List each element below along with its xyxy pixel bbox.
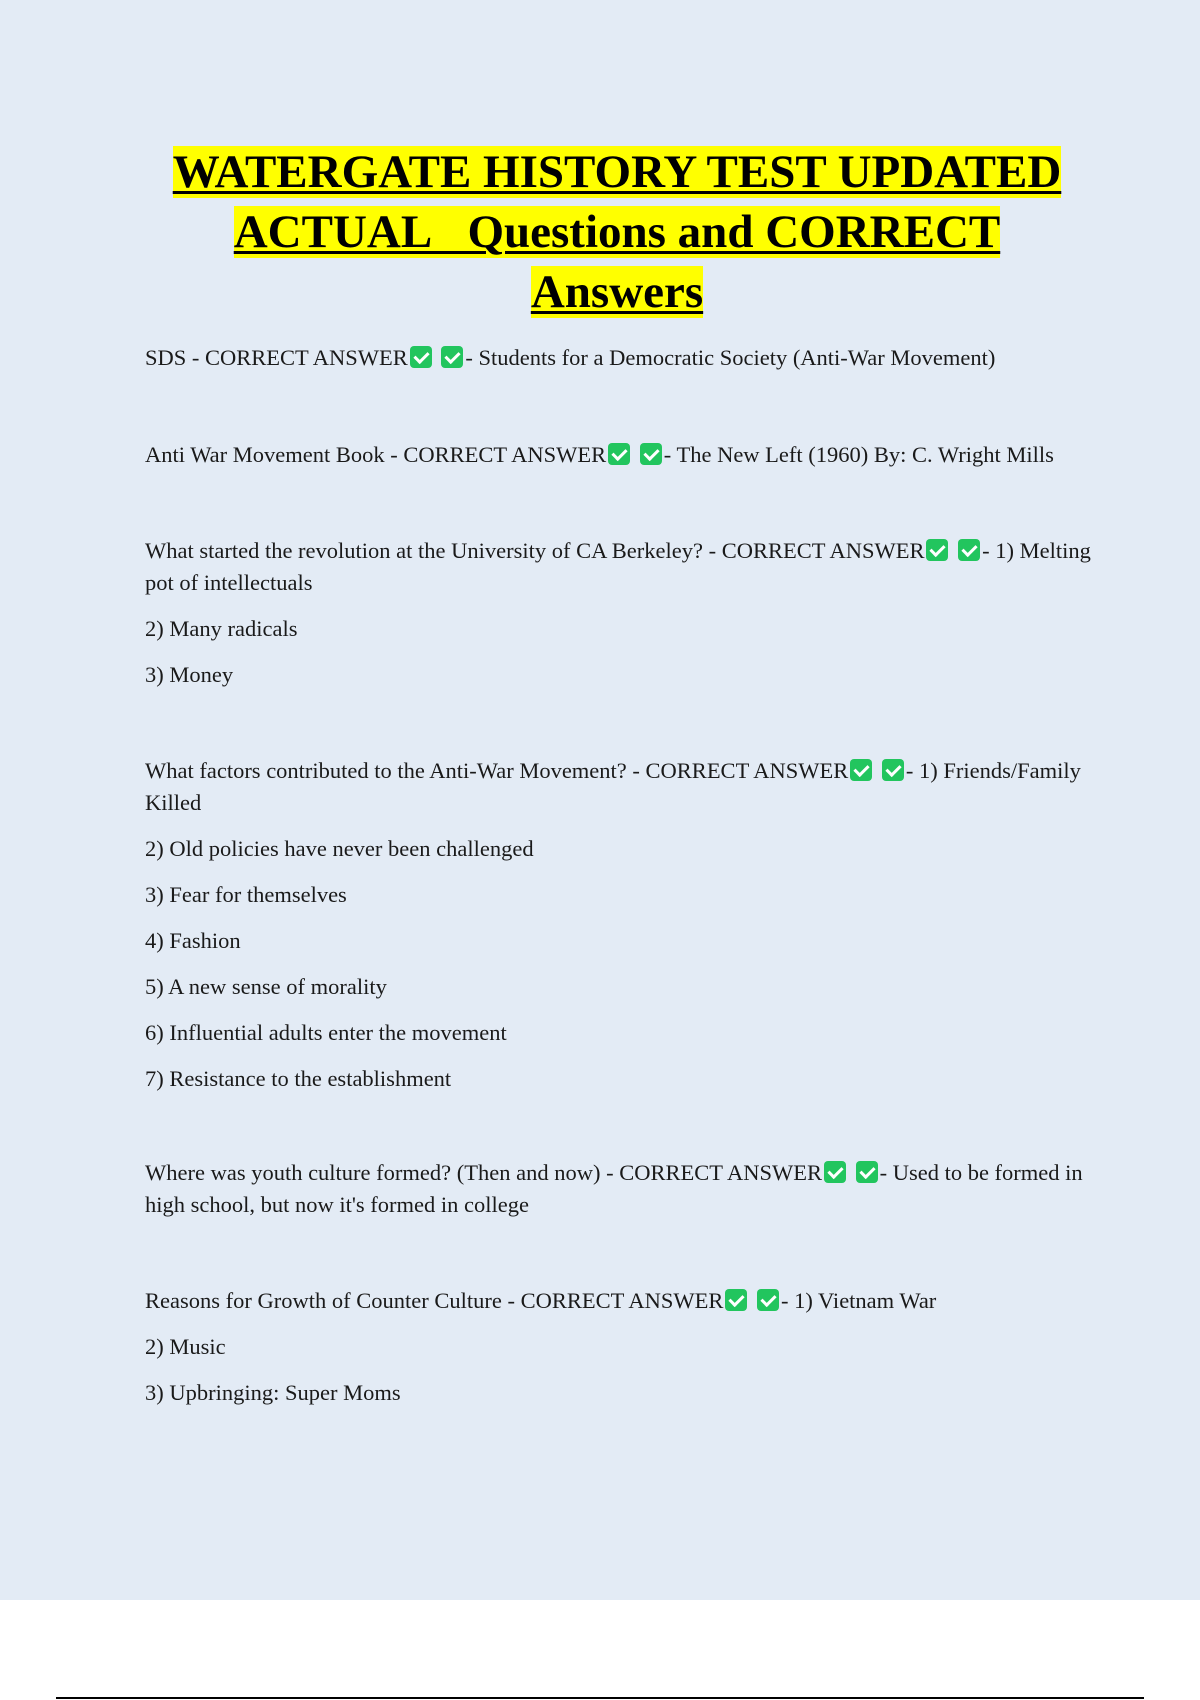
answer-continuation: 2) Many radicals [145,616,298,641]
title-line-2: ACTUAL Questions and CORRECT [233,206,1001,258]
checkmark-box-icon [882,759,904,781]
qa-line: What factors contributed to the Anti-War Movement? - CORRECT ANSWER - 1) Friends/Family Killed [145,758,1081,815]
title-line-1: WATERGATE HISTORY TEST UPDATED [172,146,1062,198]
qa-item [145,1157,1095,1221]
title-line-3: Answers [530,266,704,318]
question-text: What started the revolution at the University of CA Berkeley? [145,538,703,563]
answer-continuation: 4) Fashion [145,928,241,953]
checkmark-box-icon [958,539,980,561]
checkmark-box-icon [410,346,432,368]
qa-item [145,535,1095,691]
checkmark-box-icon [926,539,948,561]
question-text: Reasons for Growth of Counter Culture [145,1288,502,1313]
answer-continuation: 2) Old policies have never been challenged [145,836,534,861]
qa-line: Reasons for Growth of Counter Culture - CORRECT ANSWER - 1) Vietnam War [145,1288,937,1313]
answer-continuation: 3) Upbringing: Super Moms [145,1380,401,1405]
answer-continuation: 6) Influential adults enter the movement [145,1020,507,1045]
answer-continuation: 7) Resistance to the establishment [145,1066,452,1091]
question-text: Anti War Movement Book [145,442,385,467]
qa-line: What started the revolution at the University of CA Berkeley? - CORRECT ANSWER - 1) Melting pot of intellectuals [145,538,1091,595]
checkmark-box-icon [640,443,662,465]
checkmark-box-icon [824,1161,846,1183]
answer-text: 1) Vietnam War [794,1288,937,1313]
checkmark-box-icon [608,443,630,465]
correct-answer-label: CORRECT ANSWER [721,538,925,563]
qa-list [145,342,1095,1409]
question-text: SDS [145,345,187,370]
qa-item [145,755,1095,1095]
answer-continuation: 3) Fear for themselves [145,882,347,907]
qa-line: Where was youth culture formed? (Then and now) - CORRECT ANSWER - Used to be formed in high school, but now it's formed in college [145,1160,1083,1217]
correct-answer-label: CORRECT ANSWER [520,1288,724,1313]
answer-text: The New Left (1960) By: C. Wright Mills [676,442,1054,467]
checkmark-box-icon [725,1289,747,1311]
checkmark-box-icon [441,346,463,368]
correct-answer-label: CORRECT ANSWER [205,345,408,370]
page-divider [56,1697,1144,1699]
qa-item [145,342,1095,374]
correct-answer-label: CORRECT ANSWER [403,442,607,467]
answer-text: Used to be formed in high school, but now it's formed in college [145,1160,1083,1217]
answer-continuation: 3) Money [145,662,234,687]
qa-item [145,1285,1095,1409]
answer-text: 1) Friends/Family Killed [145,758,1081,815]
qa-line: Anti War Movement Book - CORRECT ANSWER - The New Left (1960) By: C. Wright Mills [145,442,1054,467]
correct-answer-label: CORRECT ANSWER [645,758,849,783]
question-text: Where was youth culture formed? (Then and now) [145,1160,601,1185]
answer-continuation: 2) Music [145,1334,226,1359]
answer-continuation: 5) A new sense of morality [145,974,387,999]
question-text: What factors contributed to the Anti-War Movement? [145,758,627,783]
answer-text: 1) Melting pot of intellectuals [145,538,1091,595]
checkmark-box-icon [757,1289,779,1311]
checkmark-box-icon [856,1161,878,1183]
correct-answer-label: CORRECT ANSWER [619,1160,822,1185]
qa-line: SDS - CORRECT ANSWER - Students for a Democratic Society (Anti-War Movement) [145,345,996,370]
document-title [100,142,1134,322]
checkmark-box-icon [850,759,872,781]
answer-text: Students for a Democratic Society (Anti-War Movement) [478,345,996,370]
qa-item [145,439,1095,471]
